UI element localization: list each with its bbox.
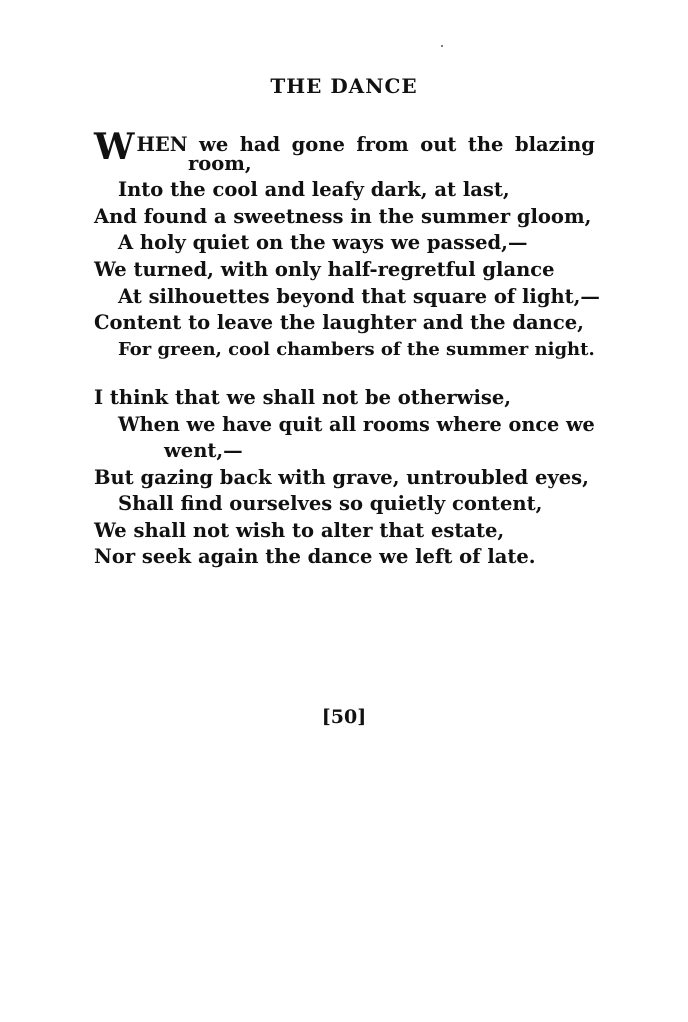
word: the [467,133,504,156]
poem-line: For green, cool chambers of the summer night. [118,339,595,360]
poem-line: And found a sweetness in the summer gloom, [94,205,592,228]
word: had [239,133,281,156]
word: from [356,133,409,156]
poem-title: THE DANCE [270,74,418,98]
poem-line: But gazing back with grave, untroubled eyes, [94,466,589,489]
word: out [420,133,457,156]
poem-line: At silhouettes beyond that square of light,— [118,285,600,308]
poem-line: Nor seek again the dance we left of late. [94,545,536,568]
poem-line: I think that we shall not be otherwise, [94,386,512,409]
word: blazing [514,133,595,156]
poem-line: Content to leave the laughter and the dance, [94,311,584,334]
ink-speck [441,45,443,47]
drop-cap: W [94,126,135,168]
poem-line: We shall not wish to alter that estate, [94,519,505,542]
word: gone [291,133,345,156]
word: we [199,133,229,156]
poem-line: When we have quit all rooms where once we [118,413,595,436]
poem-line: We turned, with only half-regretful glance [94,258,555,281]
poem-line: Into the cool and leafy dark, at last, [118,178,510,201]
first-word: WHEN [94,126,188,168]
poem-line: room, [188,152,252,175]
poem-line: went,— [164,439,243,462]
poem-line: Shall find ourselves so quietly content, [118,492,543,515]
poem-line: A holy quiet on the ways we passed,— [118,231,528,254]
page-number: [50] [321,706,367,728]
